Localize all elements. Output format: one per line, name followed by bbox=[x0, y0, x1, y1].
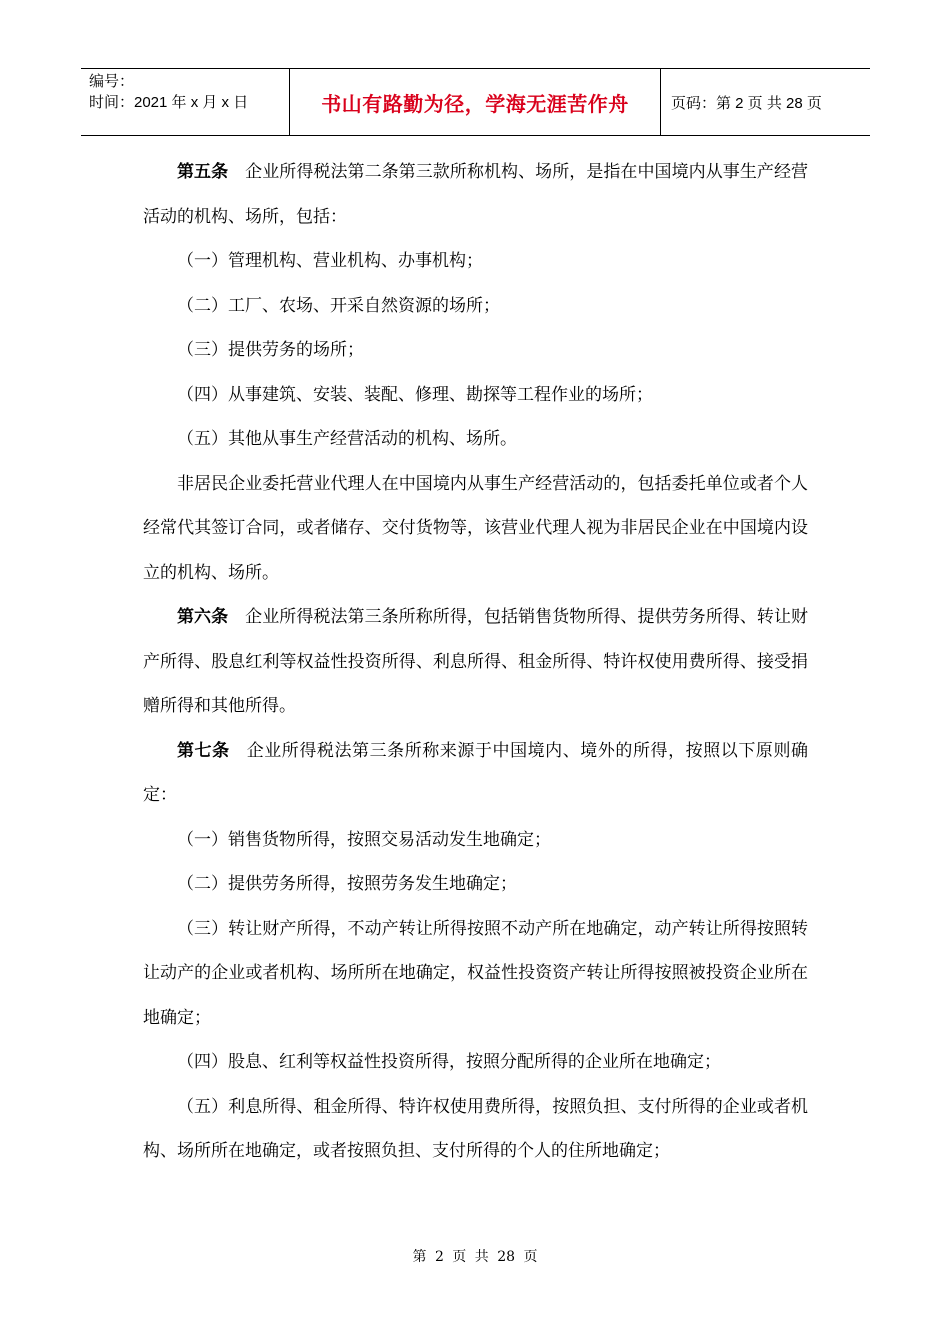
paragraph-text: 企业所得税法第三条所称所得，包括销售货物所得、提供劳务所得、转让财产所得、股息红利等权益性投资所得、利息所得、租金所得、特许权使用费所得、接受捐赠所得和其他所得。 bbox=[143, 607, 808, 716]
header-page-info: 页码：第 2 页 共 28 页 bbox=[661, 69, 871, 136]
article-paragraph bbox=[143, 150, 808, 239]
document-body bbox=[143, 150, 808, 1174]
body-paragraph bbox=[143, 862, 808, 907]
body-paragraph bbox=[143, 1040, 808, 1085]
body-paragraph bbox=[143, 239, 808, 284]
body-paragraph bbox=[143, 818, 808, 863]
paragraph-text: （五）其他从事生产经营活动的机构、场所。 bbox=[177, 429, 517, 449]
paragraph-text: （五）利息所得、租金所得、特许权使用费所得，按照负担、支付所得的企业或者机构、场所所在地确定，或者按照负担、支付所得的个人的住所地确定； bbox=[143, 1096, 808, 1161]
paragraph-text: 企业所得税法第三条所称来源于中国境内、境外的所得，按照以下原则确定： bbox=[143, 740, 809, 805]
article-paragraph bbox=[143, 595, 808, 729]
body-paragraph bbox=[143, 907, 808, 1041]
paragraph-text: （四）从事建筑、安装、装配、修理、勘探等工程作业的场所； bbox=[177, 384, 653, 405]
paragraph-text: （一）管理机构、营业机构、办事机构； bbox=[177, 251, 483, 271]
body-paragraph bbox=[143, 462, 808, 596]
article-paragraph bbox=[143, 729, 808, 818]
code-label: 编号： bbox=[89, 73, 135, 90]
body-paragraph bbox=[143, 1085, 808, 1174]
header-meta bbox=[81, 69, 290, 136]
document-header bbox=[81, 68, 870, 136]
paragraph-text: 企业所得税法第二条第三款所称机构、场所，是指在中国境内从事生产经营活动的机构、场所，包括： bbox=[143, 162, 808, 227]
body-paragraph bbox=[143, 328, 808, 373]
paragraph-text: （二）提供劳务所得，按照劳务发生地确定； bbox=[177, 874, 517, 894]
paragraph-text: （二）工厂、农场、开采自然资源的场所； bbox=[177, 295, 500, 316]
paragraph-text: 非居民企业委托营业代理人在中国境内从事生产经营活动的，包括委托单位或者个人经常代其签订合同，或者储存、交付货物等，该营业代理人视为非居民企业在中国境内设立的机构、场所。 bbox=[143, 473, 808, 583]
body-paragraph bbox=[143, 373, 808, 418]
paragraph-text: （三）提供劳务的场所； bbox=[177, 340, 364, 360]
article-heading: 第七条 bbox=[177, 740, 230, 761]
article-heading: 第六条 bbox=[177, 607, 229, 627]
article-heading: 第五条 bbox=[177, 162, 229, 182]
paragraph-text: （三）转让财产所得，不动产转让所得按照不动产所在地确定，动产转让所得按照转让动产的企业或者机构、场所所在地确定，权益性投资资产转让所得按照被投资企业所在地确定； bbox=[143, 918, 808, 1028]
paragraph-text: （四）股息、红利等权益性投资所得，按照分配所得的企业所在地确定； bbox=[177, 1052, 721, 1072]
body-paragraph bbox=[143, 284, 808, 329]
body-paragraph bbox=[143, 417, 808, 462]
page-footer: 第 2 页 共 28 页 bbox=[412, 1249, 538, 1265]
header-motto: 书山有路勤为径，学海无涯苦作舟 bbox=[290, 69, 661, 136]
date-label: 时间：2021 年 x 月 x 日 bbox=[89, 94, 249, 111]
paragraph-text: （一）销售货物所得，按照交易活动发生地确定； bbox=[177, 829, 551, 850]
